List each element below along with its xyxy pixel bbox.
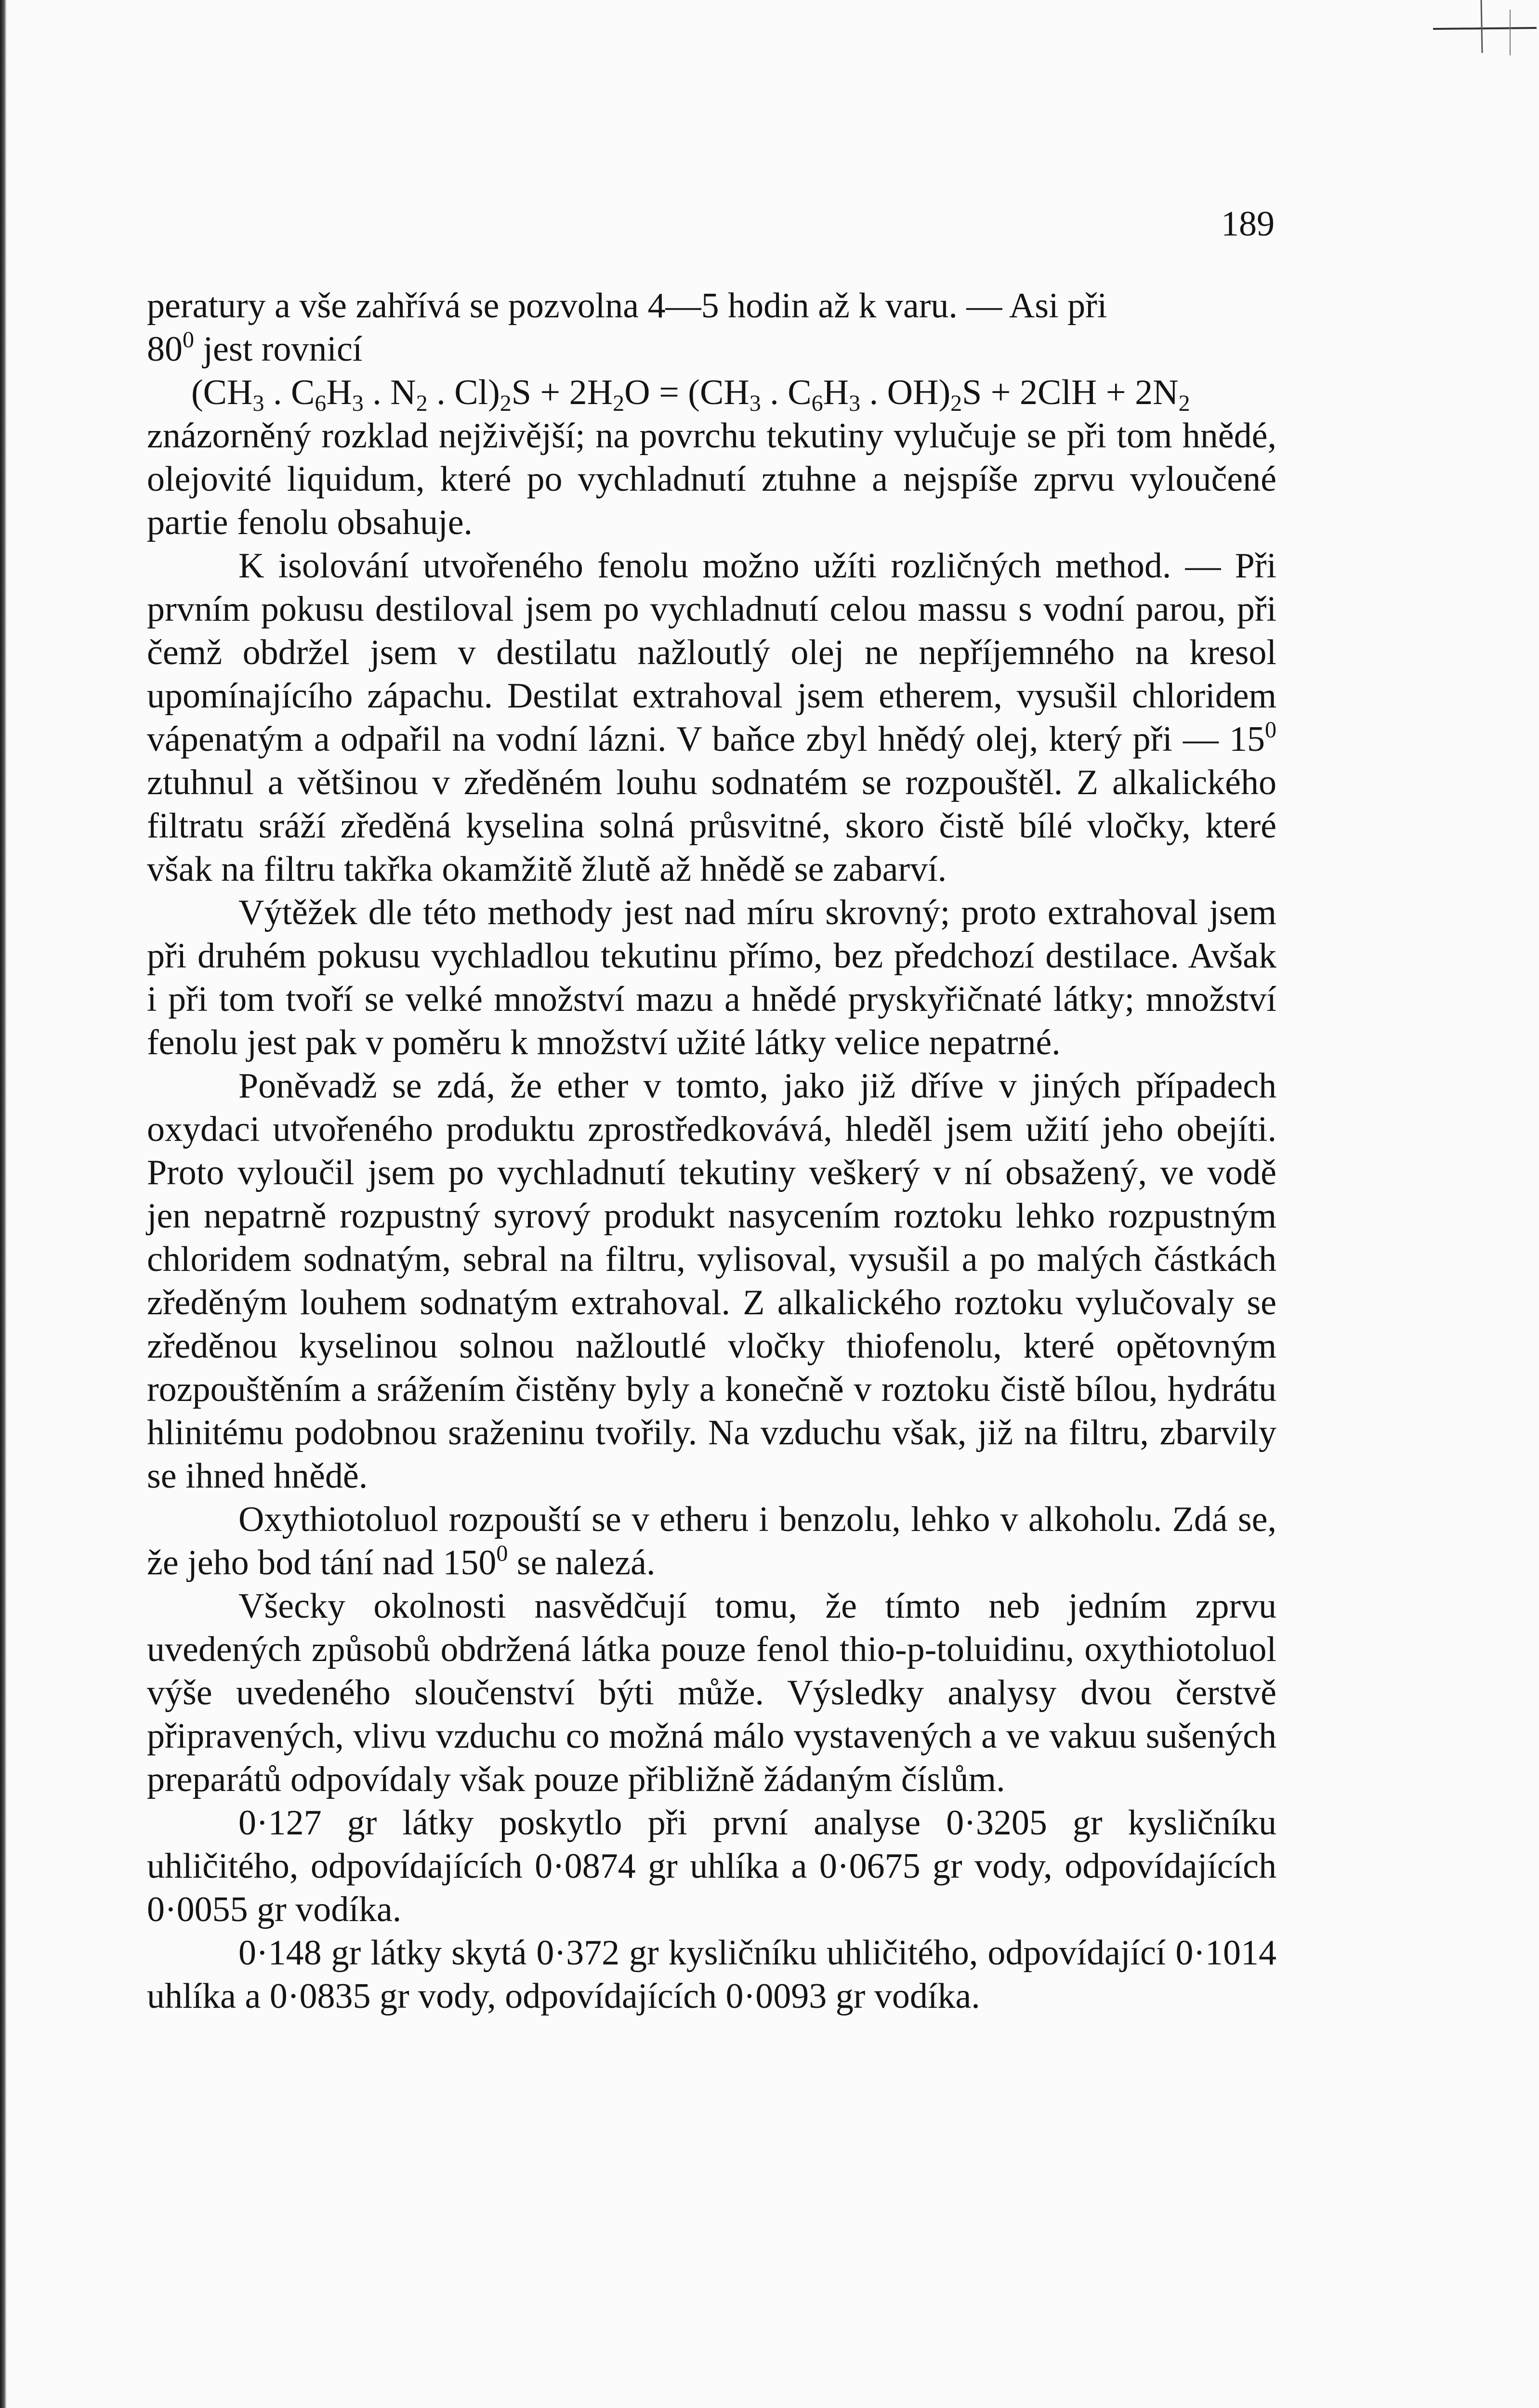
- corner-scan-mark: [1414, 0, 1539, 63]
- chemical-equation: ($CH_3$ . $C_6H_3$ . $N_2$ . $Cl)_2S + 2H_2O = (CH_3$ . $C_6H_3$ . $OH)_2S + 2ClH + 2N_2$: [191, 373, 1190, 416]
- degree-sign: 0: [183, 327, 194, 353]
- degree-sign: 0: [1265, 717, 1276, 743]
- paragraph-2: znázorněný rozklad nejživější; na povrchu tekutiny vylučuje se při tom hnědé, olejovité liquidum, které po vychladnutí ztuhne a nejspíše zprvu vyloučené partie fenolu obsahuje.: [147, 416, 1276, 542]
- paragraph-8: 0·127 gr látky poskytlo při první analyse 0·3205 gr kysličníku uhličitého, odpovídajících 0·0874 gr uhlíka a 0·0675 gr vody, odpovídajících 0·0055 gr vodíka.: [147, 1803, 1276, 1929]
- paragraph-1-line-1: peratury a vše zahřívá se pozvolna 4—5 hodin až k varu. — Asi při: [147, 286, 1107, 326]
- paragraph-9: 0·148 gr látky skytá 0·372 gr kysličníku uhličitého, odpovídající 0·1014 uhlíka a 0·0835 gr vody, odpovídajících 0·0093 gr vodíka.: [147, 1933, 1276, 2016]
- paragraph-6: Oxythiotoluol rozpouští se v etheru i benzolu, lehko v alkoholu. Zdá se, že jeho bod tání nad $150^0$ se nalezá.: [147, 1500, 1276, 1583]
- body-text: [147, 284, 1276, 2018]
- paragraph-7: Všecky okolnosti nasvědčují tomu, že tímto neb jedním zprvu uvedených způsobů obdržená látka pouze fenol thio-p-toluidinu, oxythiotoluol výše uvedeného sloučenství býti může. Výsledky analysy dvou čerstvě připravených, vlivu vzduchu co možná málo vystavených a ve vakuu sušených preparátů odpovídaly však pouze přibližně žádaným číslům.: [147, 1586, 1276, 1799]
- page-edge-shadow: [0, 0, 7, 2408]
- paragraph-1: [147, 284, 1276, 371]
- paragraph-1-line-2-end: jest rovnicí: [194, 329, 363, 369]
- paragraph-5: Poněvadž se zdá, že ether v tomto, jako již dříve v jiných případech oxydaci utvořeného produktu zprostředkovává, hleděl jsem užití jeho obejíti. Proto vyloučil jsem po vychladnutí tekutiny veškerý v ní obsažený, ve vodě jen nepatrně rozpustný syrový produkt nasycením roztoku lehko rozpustným chloridem sodnatým, sebral na filtru, vylisoval, vysušil a po malých částkách zředěným louhem sodnatým extrahoval. Z alkalického roztoku vylučovaly se zředěnou kyselinou solnou nažloutlé vločky thiofenolu, které opětovným rozpouštěním a srážením čistěny byly a konečně v roztoku čistě bílou, hydrátu hlinitému podobnou sraženinu tvořily. Na vzduchu však, již na filtru, zbarvily se ihned hnědě.: [147, 1066, 1276, 1496]
- paragraph-1-line-2-start: 80: [147, 329, 183, 369]
- paragraph-3: K isolování utvořeného fenolu možno užíti rozličných method. — Při prvním pokusu destiloval jsem po vychladnutí celou massu s vodní parou, při čemž obdržel jsem v destilatu nažloutlý olej ne nepříjemného na kresol upomínajícího zápachu. Destilat extrahoval jsem etherem, vysušil chloridem vápenatým a odpařil na vodní lázni. V baňce zbyl hnědý olej, který při — $15^0$ ztuhnul a většinou v zředěném louhu sodnatém se rozpouštěl. Z alkalického filtratu sráží zředěná kyselina solná průsvitné, skoro čistě bílé vločky, které však na filtru takřka okamžitě žlutě až hnědě se zabarví.: [147, 546, 1276, 889]
- paragraph-4: Výtěžek dle této methody jest nad míru skrovný; proto extrahoval jsem při druhém pokusu vychladlou tekutinu přímo, bez předchozí destilace. Avšak i při tom tvoří se velké množství mazu a hnědé pryskyřičnaté látky; množství fenolu jest pak v poměru k množství užité látky velice nepatrné.: [147, 893, 1276, 1062]
- page-number: 189: [1221, 204, 1275, 244]
- degree-sign: 0: [496, 1541, 508, 1566]
